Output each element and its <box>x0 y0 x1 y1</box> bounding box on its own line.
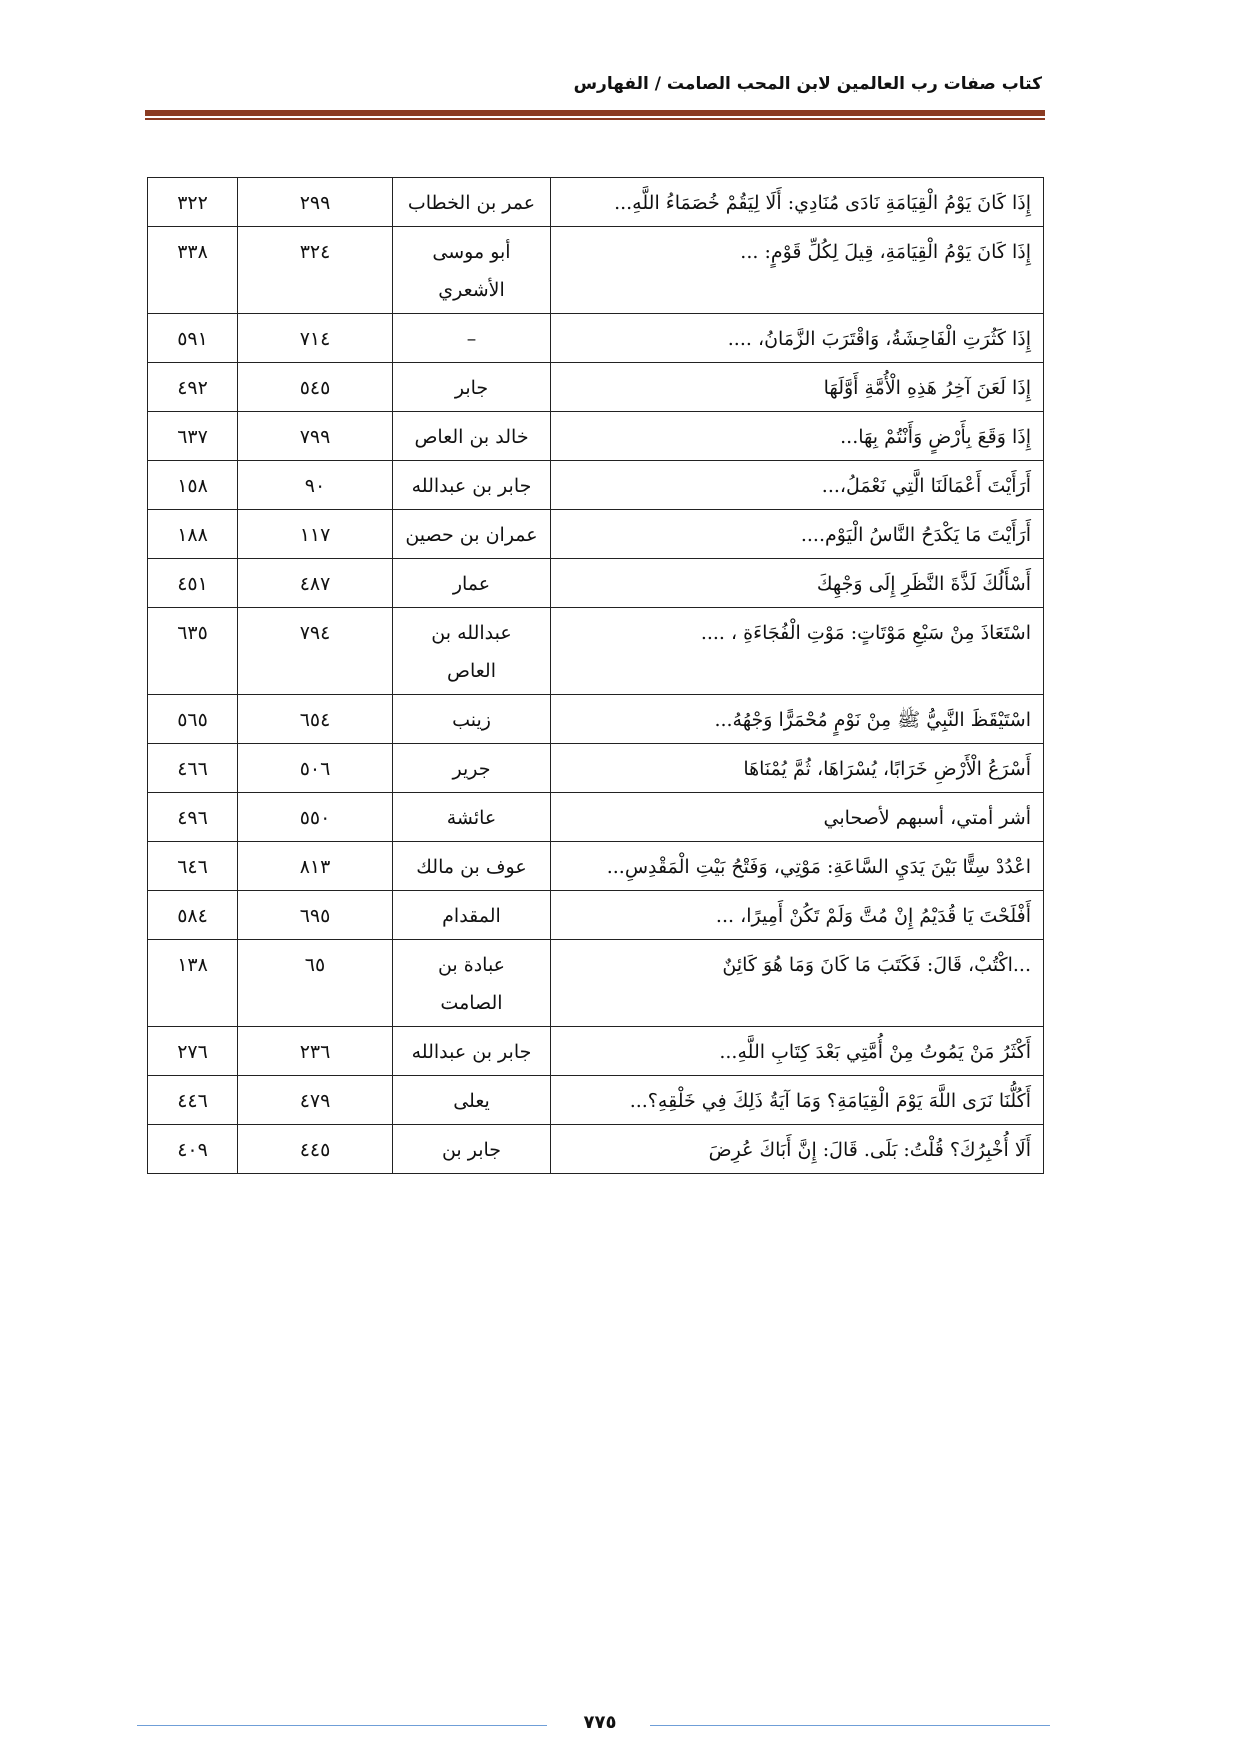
narrator-cell: عمران بن حصين <box>393 510 551 559</box>
hadith-text-cell: أَسْرَعُ الْأَرْضِ خَرَابًا، يُسْرَاهَا، ثُمَّ يُمْنَاهَا <box>551 744 1044 793</box>
hadith-text-cell: ...اكْتُبْ، قَالَ: فَكَتَبَ مَا كَانَ وَمَا هُوَ كَائِنٌ <box>551 940 1044 1027</box>
narrator-cell: أبو موسى الأشعري <box>393 227 551 314</box>
table-row <box>148 695 1044 744</box>
hadith-text-cell: إِذَا وَقَعَ بِأَرْضٍ وَأَنْتُمْ بِهَا... <box>551 412 1044 461</box>
header-rule-thin <box>145 118 1045 120</box>
narrator-cell: عبدالله بن العاص <box>393 608 551 695</box>
table-row <box>148 227 1044 314</box>
table-row <box>148 1125 1044 1174</box>
hadith-text-cell: أَكْثَرُ مَنْ يَمُوتُ مِنْ أُمَّتِي بَعْدَ كِتَابِ اللَّهِ... <box>551 1027 1044 1076</box>
narrator-cell: – <box>393 314 551 363</box>
hadith-number-cell: ٥٠٦ <box>238 744 393 793</box>
hadith-number-cell: ٦٥٤ <box>238 695 393 744</box>
page-ref-cell: ٣٢٢ <box>148 178 238 227</box>
narrator-cell: خالد بن العاص <box>393 412 551 461</box>
page-ref-cell: ١٣٨ <box>148 940 238 1027</box>
table-row <box>148 940 1044 1027</box>
hadith-number-cell: ٥٥٠ <box>238 793 393 842</box>
hadith-number-cell: ٦٩٥ <box>238 891 393 940</box>
hadith-number-cell: ٦٥ <box>238 940 393 1027</box>
narrator-cell: عائشة <box>393 793 551 842</box>
page-ref-cell: ٢٧٦ <box>148 1027 238 1076</box>
hadith-number-cell: ٩٠ <box>238 461 393 510</box>
page-ref-cell: ٥٦٥ <box>148 695 238 744</box>
page-ref-cell: ١٨٨ <box>148 510 238 559</box>
footer-rule-right <box>650 1725 1050 1726</box>
narrator-cell: يعلى <box>393 1076 551 1125</box>
running-header-title: كتاب صفات رب العالمين لابن المحب الصامت / الفهارس <box>573 74 1042 94</box>
hadith-text-cell: إِذَا لَعَنَ آخِرُ هَذِهِ الْأُمَّةِ أَوَّلَهَا <box>551 363 1044 412</box>
page-ref-cell: ٦٣٧ <box>148 412 238 461</box>
hadith-number-cell: ٥٤٥ <box>238 363 393 412</box>
page-ref-cell: ١٥٨ <box>148 461 238 510</box>
narrator-cell: جابر بن عبدالله <box>393 461 551 510</box>
page-ref-cell: ٤٦٦ <box>148 744 238 793</box>
hadith-text-cell: أَكُلُّنَا نَرَى اللَّهَ يَوْمَ الْقِيَامَةِ؟ وَمَا آيَةُ ذَلِكَ فِي خَلْقِهِ؟... <box>551 1076 1044 1125</box>
table-row <box>148 744 1044 793</box>
table-row <box>148 1027 1044 1076</box>
hadith-text-cell: إِذَا كَثُرَتِ الْفَاحِشَةُ، وَاقْتَرَبَ الزَّمَانُ، .... <box>551 314 1044 363</box>
table-row <box>148 891 1044 940</box>
narrator-cell: جرير <box>393 744 551 793</box>
footer-rule-left <box>137 1725 547 1726</box>
narrator-cell: جابر بن عبدالله <box>393 1027 551 1076</box>
hadith-text-cell: أشر أمتي، أسبهم لأصحابي <box>551 793 1044 842</box>
hadith-text-cell: اسْتَيْقَظَ النَّبِيُّ ﷺ مِنْ نَوْمٍ مُحْمَرًّا وَجْهُهُ... <box>551 695 1044 744</box>
hadith-text-cell: اعْدُدْ سِتًّا بَيْنَ يَدَيِ السَّاعَةِ: مَوْتِي، وَفَتْحُ بَيْتِ الْمَقْدِسِ... <box>551 842 1044 891</box>
narrator-cell: جابر بن <box>393 1125 551 1174</box>
hadith-text-cell: أَلَا أُخْبِرُكَ؟ قُلْتُ: بَلَى. قَالَ: إِنَّ أَبَاكَ عُرِضَ <box>551 1125 1044 1174</box>
hadith-text-cell: أَسْأَلُكَ لَذَّةَ النَّظَرِ إِلَى وَجْهِكَ <box>551 559 1044 608</box>
hadith-number-cell: ٤٤٥ <box>238 1125 393 1174</box>
header-rule <box>145 110 1045 116</box>
hadith-number-cell: ٤٨٧ <box>238 559 393 608</box>
table-row <box>148 461 1044 510</box>
page-ref-cell: ٤٥١ <box>148 559 238 608</box>
page-ref-cell: ٦٣٥ <box>148 608 238 695</box>
hadith-text-cell: إِذَا كَانَ يَوْمُ الْقِيَامَةِ، قِيلَ لِكُلِّ قَوْمٍ: ... <box>551 227 1044 314</box>
hadith-text-cell: أَرَأَيْتَ مَا يَكْدَحُ النَّاسُ الْيَوْم.... <box>551 510 1044 559</box>
hadith-number-cell: ٨١٣ <box>238 842 393 891</box>
page-ref-cell: ٤٩٦ <box>148 793 238 842</box>
page-ref-cell: ٥٨٤ <box>148 891 238 940</box>
page-ref-cell: ٦٤٦ <box>148 842 238 891</box>
table-row <box>148 314 1044 363</box>
narrator-cell: المقدام <box>393 891 551 940</box>
narrator-cell: عمار <box>393 559 551 608</box>
hadith-number-cell: ٣٢٤ <box>238 227 393 314</box>
table-row <box>148 363 1044 412</box>
narrator-cell: عوف بن مالك <box>393 842 551 891</box>
page-ref-cell: ٣٣٨ <box>148 227 238 314</box>
table-body <box>148 178 1044 1174</box>
hadith-text-cell: اسْتَعَاذَ مِنْ سَبْعِ مَوْتَاتٍ: مَوْتِ الْفُجَاءَةِ ، .... <box>551 608 1044 695</box>
table-row <box>148 510 1044 559</box>
hadith-number-cell: ٧٩٩ <box>238 412 393 461</box>
table-row <box>148 178 1044 227</box>
page-number: ٧٧٥ <box>583 1712 617 1733</box>
narrator-cell: زينب <box>393 695 551 744</box>
table-row <box>148 793 1044 842</box>
table-row <box>148 842 1044 891</box>
page-ref-cell: ٤٤٦ <box>148 1076 238 1125</box>
hadith-number-cell: ٢٩٩ <box>238 178 393 227</box>
page-ref-cell: ٤٠٩ <box>148 1125 238 1174</box>
table-row <box>148 412 1044 461</box>
hadith-text-cell: أَفْلَحْتَ يَا قُدَيْمُ إِنْ مُتَّ وَلَمْ تَكُنْ أَمِيرًا، ... <box>551 891 1044 940</box>
hadith-text-cell: أَرَأَيْتَ أَعْمَالَنَا الَّتِي نَعْمَلُ،... <box>551 461 1044 510</box>
table-row <box>148 559 1044 608</box>
hadith-text-cell: إِذَا كَانَ يَوْمُ الْقِيَامَةِ نَادَى مُنَادِي: أَلَا لِيَقُمْ خُصَمَاءُ اللَّهِ... <box>551 178 1044 227</box>
narrator-cell: عبادة بن الصامت <box>393 940 551 1027</box>
narrator-cell: جابر <box>393 363 551 412</box>
hadith-number-cell: ٧٩٤ <box>238 608 393 695</box>
table-row <box>148 608 1044 695</box>
hadith-number-cell: ٧١٤ <box>238 314 393 363</box>
hadith-number-cell: ١١٧ <box>238 510 393 559</box>
page-ref-cell: ٤٩٢ <box>148 363 238 412</box>
narrator-cell: عمر بن الخطاب <box>393 178 551 227</box>
page-ref-cell: ٥٩١ <box>148 314 238 363</box>
hadith-index-table <box>147 177 1044 1174</box>
hadith-number-cell: ٤٧٩ <box>238 1076 393 1125</box>
table-row <box>148 1076 1044 1125</box>
hadith-number-cell: ٢٣٦ <box>238 1027 393 1076</box>
